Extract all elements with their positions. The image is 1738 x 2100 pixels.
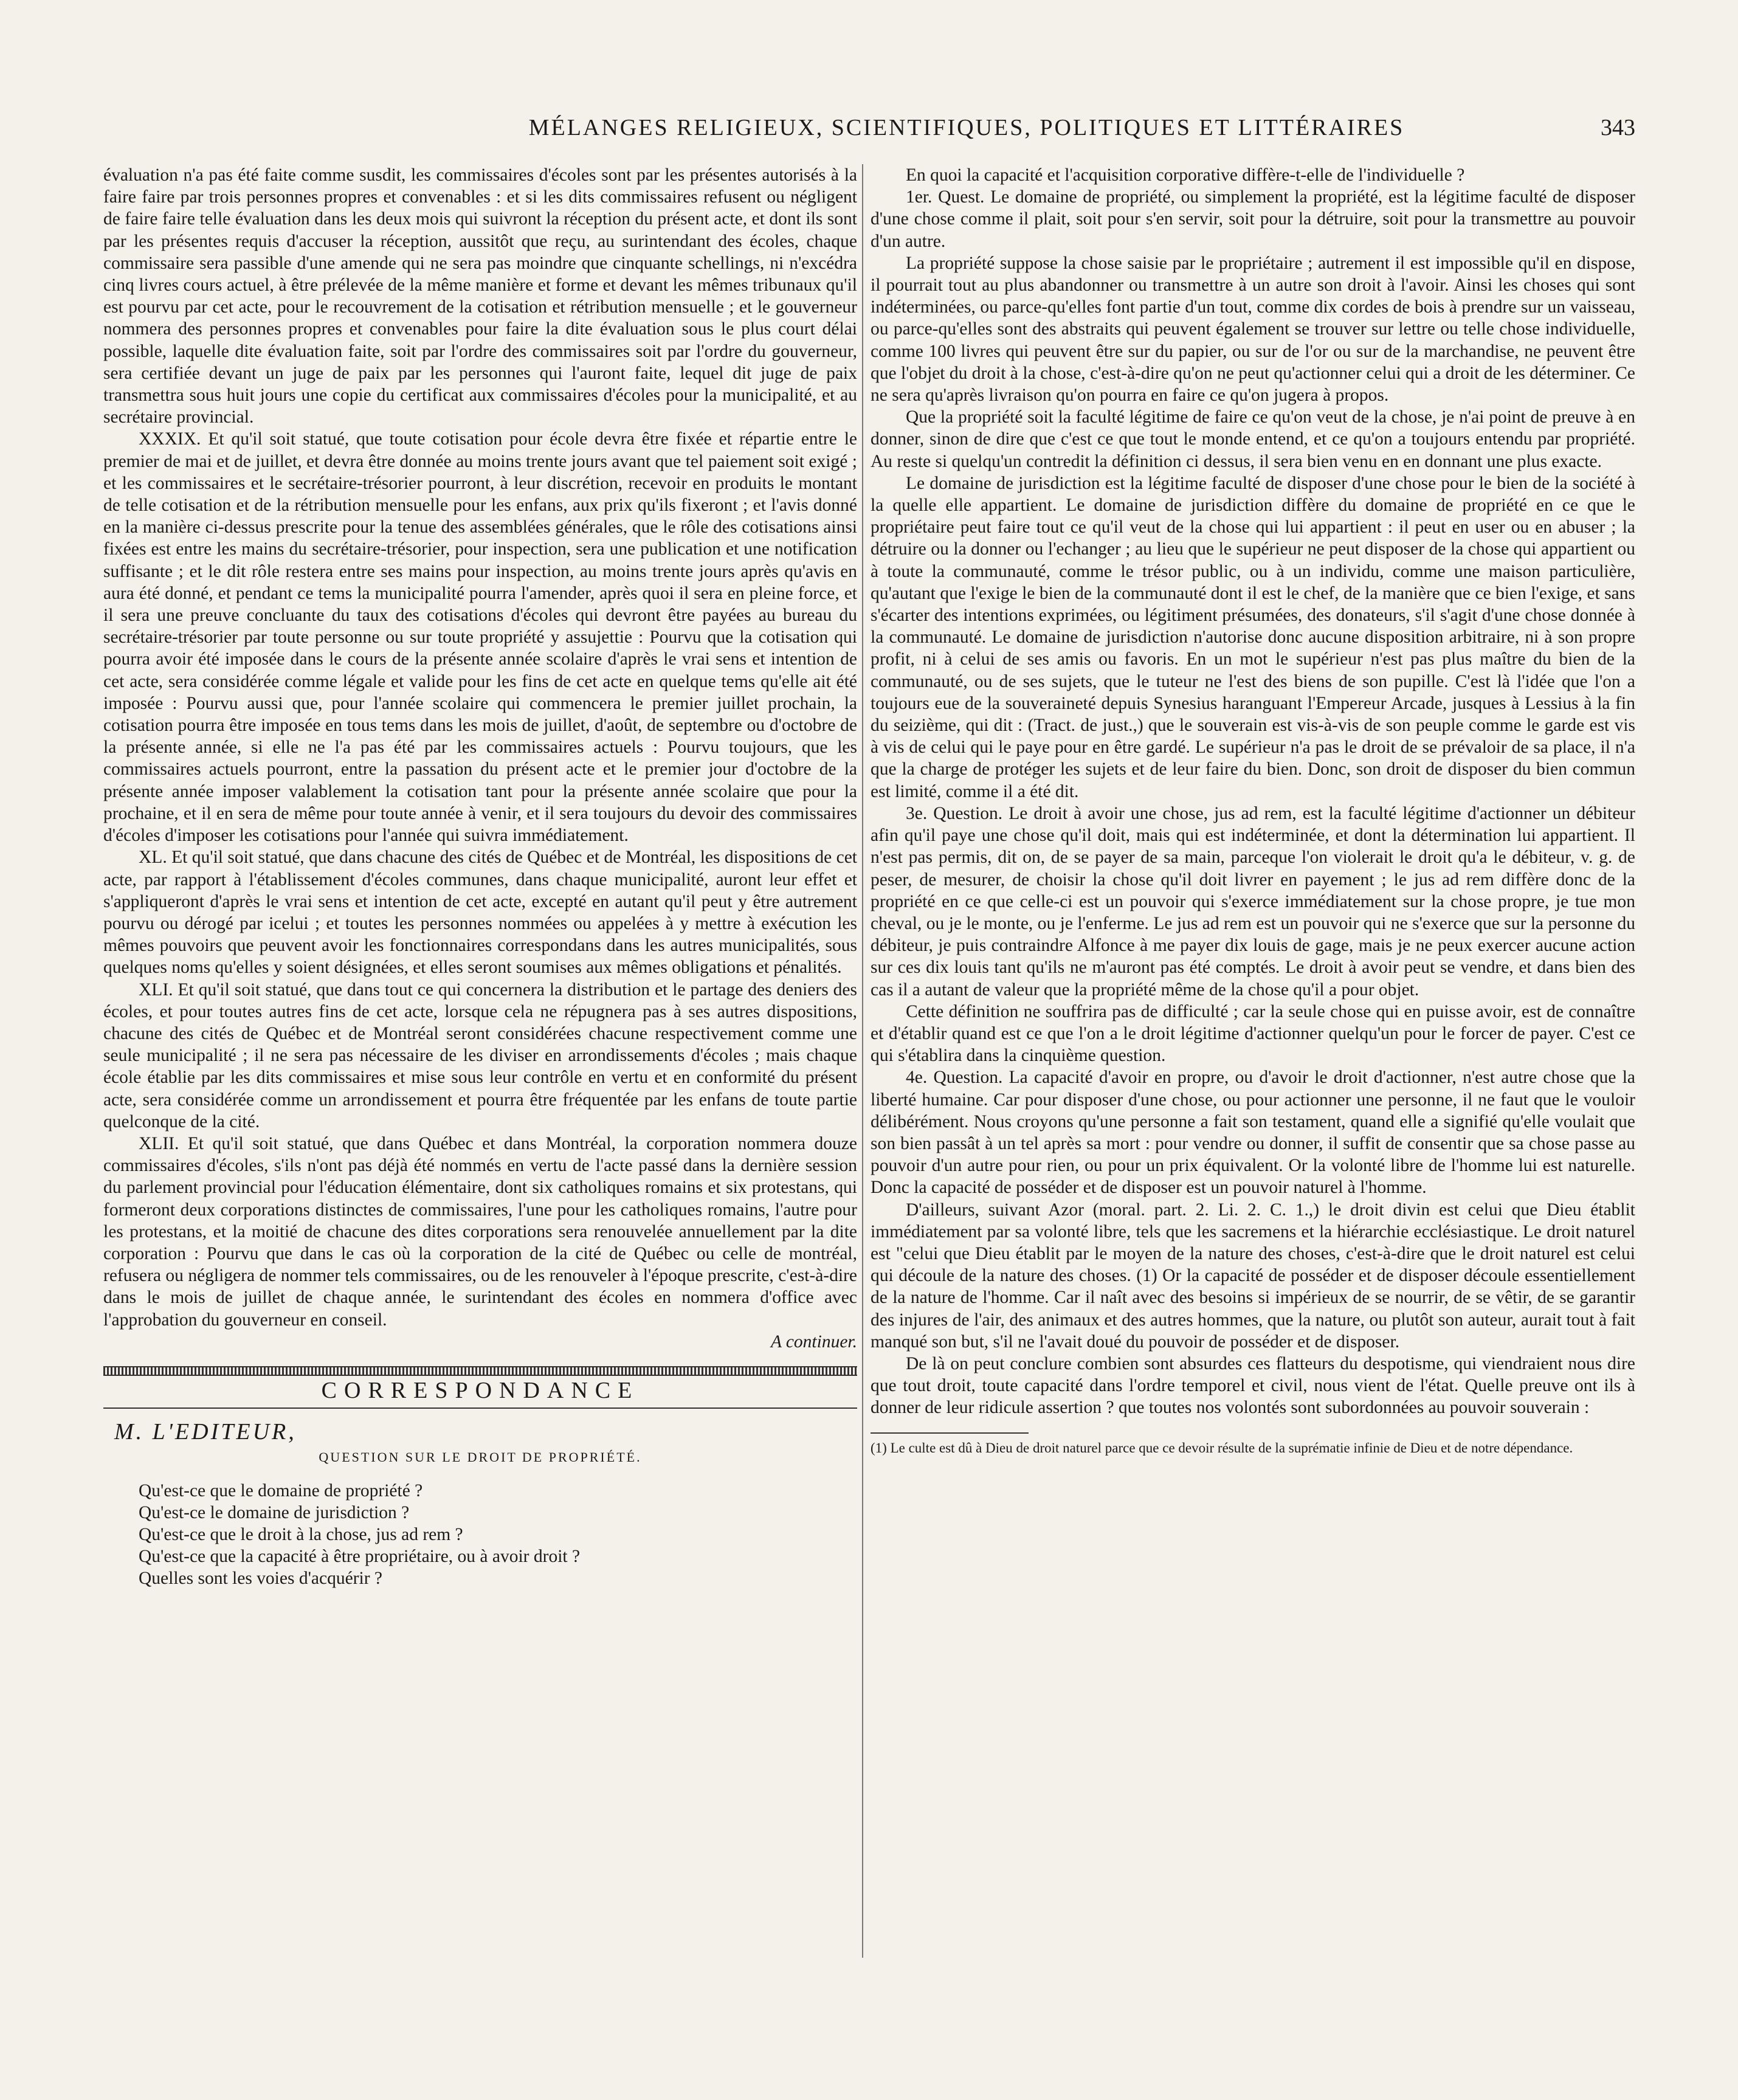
- journal-title: MÉLANGES RELIGIEUX, SCIENTIFIQUES, POLITIQUES ET LITTÉRAIRES: [528, 115, 1405, 140]
- question-3: 3e. Question. Le droit à avoir une chose, jus ad rem, est la faculté légitime d'actionner un débiteur afin qu'il paye une chose qu'il doit, mais qui est indéterminée, et dont la détermination lui appartient. Il n'est pas permis, dit on, de se payer de sa main, parceque l'on violerait le droit qu'a le débiteur, v. g. de peser, de mesurer, de choisir la chose qu'il doit livrer en payement ; le jus ad rem diffère donc de la propriété en ce que celle-ci est un pouvoir qui s'exerce immédiatement sur la chose propre, je tue mon cheval, ou je le monte, ou je l'enferme. Le jus ad rem est un pouvoir qui ne s'exerce que sur la personne du débiteur, je puis contraindre Alfonce à me payer dix louis de gage, mais je ne peux exercer aucune action sur ces dix louis tant qu'ils ne m'auront pas été comptés. Le droit à avoir peut se vendre, et dans bien des cas il a autant de valeur que la propriété même de la chose qu'il a pour objet.: [871, 803, 1635, 1000]
- left-column: [103, 164, 857, 1589]
- divider: [103, 1407, 857, 1409]
- article-xlii: XLII. Et qu'il soit statué, que dans Québec et dans Montréal, la corporation nommera douze commissaires d'écoles, s'ils n'ont pas déjà été nommés en vertu de l'acte passé dans la dernière session du parlement provincial pour l'éducation élémentaire, dont six catholiques romains et six protestans, qui formeront deux corporations distinctes de commissaires, l'une pour les catholiques romains, l'autre pour les protestans, et la moitié de chacune des dites corporations sera renouvelée annuellement par la dite corporation : Pourvu que dans le cas où la corporation de la cité de Québec ou celle de montréal, refusera ou négligera de nommer tels commissaires, ou de les renouveler à l'époque prescrite, c'est-à-dire dans le mois de juillet de chaque année, le surintendant des écoles en nommera d'office avec l'approbation du gouverneur en conseil.: [103, 1133, 857, 1330]
- question-1: 1er. Quest. Le domaine de propriété, ou simplement la propriété, est la légitime faculté de disposer d'une chose comme il plait, soit pour s'en servir, soit pour la détruire, soit pour la transmettre au pouvoir d'un autre.: [871, 187, 1635, 251]
- list-item: Qu'est-ce que le domaine de propriété ?: [139, 1480, 423, 1501]
- question-list: [103, 1480, 857, 1589]
- question-2: Le domaine de jurisdiction est la légitime faculté de disposer d'une chose pour le bien de la société à la quelle elle appartient. Le domaine de jurisdiction diffère du domaine de propriété en ce que le propriétaire peut faire tout ce qu'il veut de la chose qui lui appartient : il peut en user ou en abuser ; la détruire ou la donner ou l'echanger ; au lieu que le supérieur ne peut disposer de la chose qui appartient ou à toute la communauté, comme le trésor public, ou à un individu, comme une maison particulière, qu'autant que l'exige le bien de la communauté dont il est le chef, de la manière que ce bien l'exige, et sans s'écarter des intentions exprimées, ou légitiment présumées, des donateurs, s'il s'agit d'une chose donnée à la communauté. Le domaine de jurisdiction n'autorise donc aucune disposition arbitraire, ni à son propre profit, ni à celui de ses amis ou favoris. En un mot le supérieur n'est pas plus maître du bien de la communauté, ou de ses sujets, que le tuteur ne l'est des biens de son pupille. C'est là l'idée que l'on a toujours eue de la souveraineté depuis Synesius haranguant l'Empereur Arcade, jusques à Lessius à la fin du seizième, qui dit : (Tract. de just.,) que le souverain est vis-à-vis de son peuple comme le garde est vis à vis de celui qui le paye pour en être gardé. Le supérieur n'a pas le droit de se prévaloir de sa place, il n'a que la charge de protéger les sujets et de leur faire du bien. Donc, son droit de disposer du bien commun est limité, comme il a été dit.: [871, 473, 1635, 801]
- paragraph: De là on peut conclure combien sont absurdes ces flatteurs du despotisme, qui viendraient nous dire que tout droit, toute capacité dans l'ordre temporel et civil, nous vient de l'état. Quelle preuve ont ils à donner de leur ridicule assertion ? que toutes nos volontés sont subordonnées au pouvoir souverain :: [871, 1353, 1635, 1418]
- subheading: QUESTION SUR LE DROIT DE PROPRIÉTÉ.: [319, 1449, 642, 1465]
- decorative-rule: [103, 1366, 857, 1376]
- question-4: 4e. Question. La capacité d'avoir en propre, ou d'avoir le droit d'actionner, n'est autre chose que la liberté humaine. Car pour disposer d'une chose, ou pour actionner une personne, il ne faut que le vouloir délibérément. Nous croyons qu'une personne a fait son testament, quand elle a signifié qu'elle voulait que son bien passât à un tel après sa mort : pour vendre ou donner, il suffit de consentir que sa chose passe au pouvoir d'un autre pour rien, ou pour un prix équivalent. Or la volonté libre de l'homme lui est naturelle. Donc la capacité de posséder et de disposer est un pouvoir naturel à l'homme.: [871, 1068, 1635, 1198]
- page-number: 343: [1601, 115, 1635, 140]
- article-xxxix: XXXIX. Et qu'il soit statué, que toute cotisation pour école devra être fixée et répartie entre le premier de mai et de juillet, et devra être donnée au moins trente jours avant que tel paiement soit exigé ; et les commissaires et le secrétaire-trésorier pourront, à leur discrétion, recevoir en produits le montant de telle cotisation et de la rétribution mensuelle pour les enfans, aux prix qu'ils fixeront ; et l'avis donné en la manière ci-dessus prescrite pour la tenue des assemblées générales, que le rôle des cotisations ainsi fixées est entre les mains du secrétaire-trésorier, pour inspection, sera une publication et une notification suffisante ; et le dit rôle restera entre ses mains pour inspection, au moins trente jours après qu'avis en aura été donné, et pendant ce tems la municipalité pourra l'amender, après quoi il sera en pleine force, et il sera une preuve concluante du taux des cotisations d'écoles qui devront être payées au bureau du secrétaire-trésorier par toute personne ou sur toute propriété y assujettie : Pourvu que la cotisation qui pourra avoir été imposée dans le cours de la présente année scolaire d'après le vrai sens et intention de cet acte, sera considérée comme légale et valide pour les fins de cet acte en quelque tems qu'elle ait été imposée : Pourvu aussi que, pour l'année scolaire qui commencera le premier juillet prochain, la cotisation pourra être imposée en tous tems dans les mois de juillet, d'août, de septembre ou d'octobre de la présente année, si elle ne l'a pas été par les commissaires actuels : Pourvu toujours, que les commissaires actuels pourront, entre la passation du présent acte et le premier jour d'octobre de la présente année imposer valablement la cotisation tant pour la présente année scolaire que pour la prochaine, et il en sera de même pour toute année à venir, et il sera toujours du devoir des commissaires d'écoles d'imposer les cotisations pour l'année qui suivra immédiatement.: [103, 429, 857, 846]
- running-header: [103, 114, 1635, 151]
- footnote-rule: [871, 1432, 1029, 1434]
- paragraph: évaluation n'a pas été faite comme susdit, les commissaires d'écoles sont par les présentes autorisés à la faire faire par trois personnes propres et convenables : et si les dits commissaires refusent ou négligent de faire faire telle évaluation dans les deux mois qui suivront la réception du présent acte, et dont ils sont par les présentes requis d'accuser la réception, aussitôt que reçu, au surintendant des écoles, chaque commissaire sera passible d'une amende qui ne sera pas moindre que cinquante schellings, ni n'excédra cinq livres cours actuel, à être prélevée de la même manière et forme et devant les mêmes tribunaux qu'il est pourvu par cet acte, pour le recouvrement de la cotisation et rétribution mensuelle ; et le gouverneur nommera des personnes propres et convenables pour faire la dite évaluation sous le plus court délai possible, laquelle dite évaluation faite, soit par l'ordre des commissaires soit par l'ordre du gouverneur, sera certifiée devant un juge de paix par les personnes qui l'auront faite, lequel dit juge de paix transmettra sous huit jours une copie du certificat aux commissaires d'écoles pour la municipalité, et au secrétaire provincial.: [103, 165, 857, 427]
- paragraph: La propriété suppose la chose saisie par le propriétaire ; autrement il est impossible qu'il en dispose, il pourrait tout au plus abandonner ou transmettre à un autre son droit à l'avoir. Ainsi les choses qui sont indéterminées, ou parce-qu'elles font partie d'un tout, comme dix cordes de bois à prendre sur un vaisseau, ou parce-qu'elles sont des abstraits qui peuvent également se trouver sur lettre ou telle chose individuelle, comme 100 livres qui peuvent être sur du papier, ou sur de l'or ou sur de la marchandise, ne peuvent être que l'objet du droit à la chose, c'est-à-dire qu'on ne peut qu'actionner celui qui a droit de les déterminer. Ce ne sera qu'après livraison qu'on pourra en faire ce qu'on jugera à propos.: [871, 253, 1635, 406]
- paragraph: Cette définition ne souffrira pas de difficulté ; car la seule chose qui en puisse avoir, est de connaître et d'établir quand est ce que l'on a le droit légitime d'actionner quelqu'un pour le forcer de payer. C'est ce qui s'établira dans la cinquième question.: [871, 1001, 1635, 1066]
- column-divider: [862, 164, 863, 1958]
- paragraph: En quoi la capacité et l'acquisition corporative diffère-t-elle de l'individuelle ?: [906, 165, 1465, 185]
- list-item: Qu'est-ce que le droit à la chose, jus ad rem ?: [139, 1524, 463, 1544]
- paragraph: Que la propriété soit la faculté légitime de faire ce qu'on veut de la chose, je n'ai point de preuve à en donner, sinon de dire que c'est ce que tout le monde entend, et ce qu'on a toujours entendu par propriété. Au reste si quelqu'un contredit la définition ci dessus, il sera bien venu en en donnant une plus exacte.: [871, 407, 1635, 471]
- right-column: [871, 164, 1635, 1457]
- article-xli: XLI. Et qu'il soit statué, que dans tout ce qui concernera la distribution et le partage des deniers des écoles, et pour toutes autres fins de cet acte, lorsque cela ne répugnera pas à ses autres dispositions, chacune des cités de Québec et de Montréal seront considérées chacune respectivement comme une seule municipalité ; il ne sera pas nécessaire de les diviser en arrondissements d'écoles ; mais chaque école établie par les dits commissaires et mise sous leur contrôle en vertu et en conformité du présent acte, sera considérée comme un arrondissement et pourra être fréquentée par les enfans de toute partie quelconque de la cité.: [103, 979, 857, 1131]
- list-item: Quelles sont les voies d'acquérir ?: [139, 1568, 382, 1588]
- footnote: (1) Le culte est dû à Dieu de droit naturel parce que ce devoir résulte de la suprématie infinie de Dieu et de notre dépendance.: [871, 1440, 1573, 1456]
- list-item: Qu'est-ce que la capacité à être propriétaire, ou à avoir droit ?: [139, 1546, 581, 1566]
- continuation-note: A continuer.: [770, 1331, 857, 1352]
- list-item: Qu'est-ce le domaine de jurisdiction ?: [139, 1502, 410, 1522]
- article-xl: XL. Et qu'il soit statué, que dans chacune des cités de Québec et de Montréal, les dispositions de cet acte, par rapport à l'établissement d'écoles communes, dans chaque municipalité, auront leur effet et s'appliqueront d'après le vrai sens et intention de cet acte, excepté en autant qu'il peut y être autrement pourvu ou dérogé par icelui ; et toutes les personnes nommées ou appelées à y mettre à exécution les mêmes pouvoirs que peuvent avoir les fonctionnaires correspondans dans les autres municipalités, sous quelques noms qu'elles y soient désignées, et elles seront soumises aux mêmes obligations et pénalités.: [103, 848, 857, 978]
- paragraph: D'ailleurs, suivant Azor (moral. part. 2. Li. 2. C. 1.,) le droit divin est celui que Dieu établit immédiatement par sa volonté libre, tels que les sacremens et la hiérarchie ecclésiastique. Le droit naturel est "celui que Dieu établit par le moyen de la nature des choses, c'est-à-dire que le droit naturel est celui qui découle de la nature des choses. (1) Or la capacité de posséder et de disposer découle essentiellement de la nature de l'homme. Car il naît avec des besoins si impérieux de se nourrir, de se vêtir, de se garantir des injures de l'air, des animaux et des autres hommes, que la nature, ou plutôt son auteur, aurait tout à fait manqué son but, s'il ne l'avait doué du pouvoir de posséder et de disposer.: [871, 1200, 1635, 1352]
- editor-salutation: M. L'EDITEUR,: [114, 1419, 297, 1445]
- section-title: CORRESPONDANCE: [321, 1377, 640, 1403]
